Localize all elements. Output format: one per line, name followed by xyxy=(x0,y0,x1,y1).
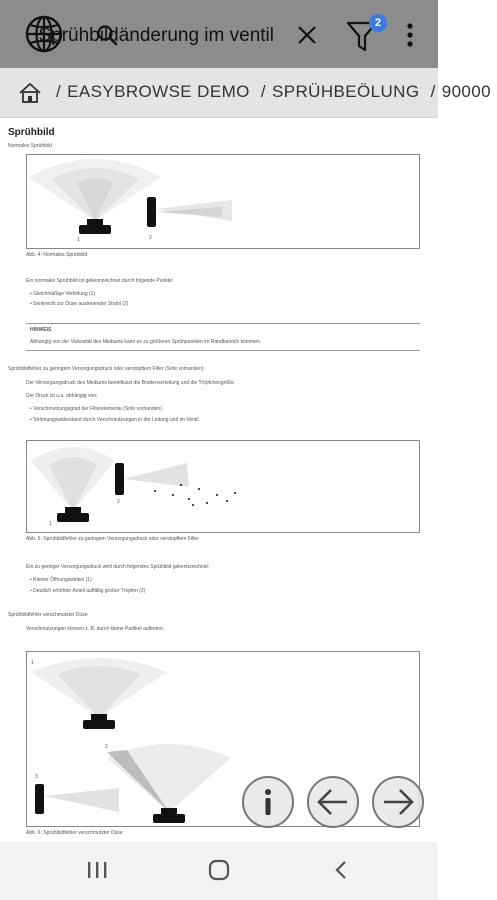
spray-illustration xyxy=(27,652,421,828)
subheading: Normales Sprühbild xyxy=(8,143,52,149)
home-icon[interactable] xyxy=(18,82,42,104)
section-title: Sprühbildfehler zu geringem Versorgungsdruck oder verstopftem Filter (Sofe vorhanden) xyxy=(8,366,204,372)
note-divider xyxy=(26,350,420,351)
chevron-left-icon[interactable] xyxy=(334,860,348,880)
info-icon xyxy=(244,778,292,826)
spray-illustration xyxy=(27,441,421,534)
figure-label: 1 xyxy=(77,237,80,243)
breadcrumb-item[interactable]: 90000 xyxy=(441,82,491,101)
breadcrumb xyxy=(0,68,491,118)
paragraph: Der Versorgungsdruck des Mediums beeinflusst die Bruttenverteilung und die Tröpfchengröße. xyxy=(26,380,236,386)
note-title: HINWEIS xyxy=(30,327,52,333)
figure-caption: Abb. 4: Normales Sprühbild xyxy=(26,252,88,258)
figure-caption: Abb. 5: Sprühbildfehler zu geringem Versorgungsdruck oder verstopftem Filter xyxy=(26,536,199,542)
figure-label: 2 xyxy=(117,499,120,505)
list-item: • Senkrecht zur Düse austretender Strahl (2) xyxy=(30,301,129,307)
figure-label: 3 xyxy=(35,774,38,780)
figure-label: 2 xyxy=(105,744,108,750)
paragraph: Ein normales Sprühbild ist gekennzeichnet durch folgende Punkte: xyxy=(26,278,174,284)
paragraph: Der Druck ist u.a. abhängig von: xyxy=(26,393,98,399)
breadcrumb-item[interactable]: EASYBROWSE DEMO xyxy=(67,82,250,101)
figure-label: 1 xyxy=(49,521,52,527)
arrow-left-icon xyxy=(309,778,357,826)
app-toolbar xyxy=(0,0,438,68)
note-text: Abhängig von der Viskosität des Mediums kann es zu größeren Sprühpunkten im Randbereich kommen. xyxy=(30,339,262,345)
section-title: Sprühbildfehler verschmutzter Düse xyxy=(8,612,88,618)
close-icon[interactable] xyxy=(296,24,318,46)
previous-button[interactable] xyxy=(307,776,359,828)
breadcrumb-trail: / EASYBROWSE DEMO / SPRÜHBEÖLUNG / 90000 xyxy=(56,82,491,101)
system-navigation-bar xyxy=(0,842,438,900)
figure-label: 2 xyxy=(149,235,152,241)
info-button[interactable] xyxy=(242,776,294,828)
list-item: • Strömungswiderstand durch Verschmutzungen in der Leitung und im Ventil. xyxy=(30,417,200,423)
list-item: • Verschmutzungsgrad der Filterelemente (Sofe vorhanden) xyxy=(30,406,162,412)
list-item: • Kleiner Öffnungswinkel (1) xyxy=(30,577,92,583)
figure-dirty-nozzle-spray xyxy=(26,651,420,827)
paragraph: Verschmutzungen können z. B. durch kleine Partikel auftreten. xyxy=(26,626,165,632)
spray-illustration xyxy=(27,155,421,250)
list-item: • Gleichmäßige Verteilung (1) xyxy=(30,291,96,297)
figure-low-pressure-spray xyxy=(26,440,420,533)
search-input[interactable]: Sprühbildänderung im ventil xyxy=(38,25,274,46)
filter-count-badge: 2 xyxy=(369,14,387,32)
next-button[interactable] xyxy=(372,776,424,828)
figure-caption: Abb. 6: Sprühbildfehler verschmutzter Düse xyxy=(26,830,123,836)
document-page[interactable] xyxy=(0,118,438,842)
paragraph: Ein zu geringer Versorgungsdruck wird durch folgendes Sprühbild gekennzeichnet: xyxy=(26,564,210,570)
section-heading: Sprühbild xyxy=(8,127,55,138)
note-divider xyxy=(26,323,420,324)
more-vertical-icon[interactable] xyxy=(404,22,416,48)
figure-normal-spray xyxy=(26,154,420,249)
arrow-right-icon xyxy=(374,778,422,826)
recents-icon[interactable] xyxy=(86,860,108,880)
breadcrumb-item[interactable]: SPRÜHBEÖLUNG xyxy=(272,82,420,101)
figure-label: 1 xyxy=(31,660,34,666)
home-circle-icon[interactable] xyxy=(208,859,230,881)
list-item: • Deutlich erhöhter Anteil auffällig großer Tropfen (2) xyxy=(30,588,146,594)
